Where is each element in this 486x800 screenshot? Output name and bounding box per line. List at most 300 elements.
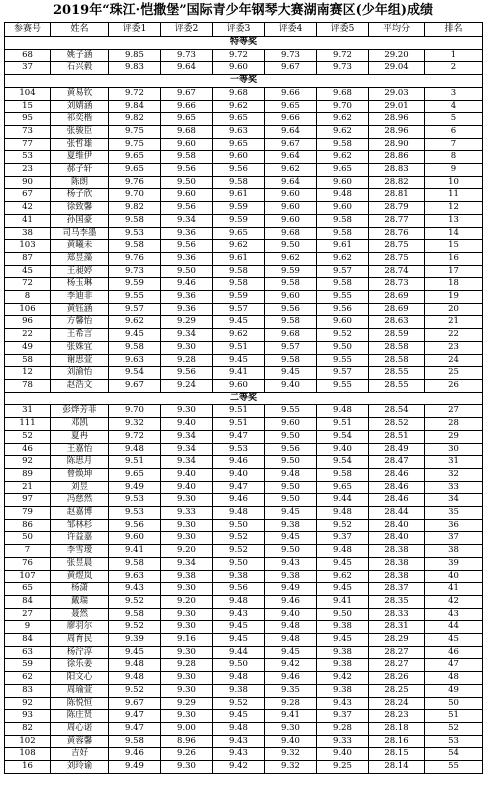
judge-2-score: 9.34 — [161, 456, 213, 469]
entry-number: 53 — [5, 151, 51, 164]
judge-5-score: 9.70 — [317, 100, 369, 113]
average-score: 28.69 — [369, 291, 425, 304]
average-score: 28.15 — [369, 748, 425, 761]
judge-2-score: 9.30 — [161, 672, 213, 685]
average-score: 28.63 — [369, 316, 425, 329]
judge-4-score: 9.42 — [265, 659, 317, 672]
rank: 55 — [425, 761, 483, 774]
judge-2-score: 9.65 — [161, 113, 213, 126]
entry-number: 68 — [5, 49, 51, 62]
judge-3-score: 9.43 — [213, 608, 265, 621]
judge-2-score: 9.40 — [161, 418, 213, 431]
rank: 18 — [425, 278, 483, 291]
average-score: 28.55 — [369, 379, 425, 392]
judge-5-score: 9.40 — [317, 748, 369, 761]
rank: 7 — [425, 138, 483, 151]
contestant-name: 黄蓉馨 — [51, 735, 109, 748]
header-average: 平均分 — [369, 23, 425, 37]
judge-4-score: 9.50 — [265, 240, 317, 253]
average-score: 28.82 — [369, 176, 425, 189]
judge-3-score: 9.51 — [213, 341, 265, 354]
entry-number: 46 — [5, 443, 51, 456]
average-score: 28.55 — [369, 367, 425, 380]
entry-number: 84 — [5, 634, 51, 647]
contestant-name: 姚子涵 — [51, 49, 109, 62]
table-row — [5, 341, 483, 354]
judge-2-score: 9.60 — [161, 189, 213, 202]
judge-3-score: 9.58 — [213, 265, 265, 278]
table-row — [5, 265, 483, 278]
judge-2-score: 9.30 — [161, 405, 213, 418]
judge-5-score: 9.43 — [317, 697, 369, 710]
rank: 12 — [425, 202, 483, 215]
judge-3-score: 9.60 — [213, 151, 265, 164]
judge-1-score: 9.43 — [109, 583, 161, 596]
judge-5-score: 9.60 — [317, 316, 369, 329]
judge-3-score: 9.53 — [213, 443, 265, 456]
judge-2-score: 9.34 — [161, 329, 213, 342]
judge-1-score: 9.73 — [109, 265, 161, 278]
contestant-name: 陈思月 — [51, 456, 109, 469]
judge-4-score: 9.48 — [265, 468, 317, 481]
judge-4-score: 9.73 — [265, 49, 317, 62]
judge-2-score: 9.29 — [161, 316, 213, 329]
judge-4-score: 9.68 — [265, 227, 317, 240]
contestant-name: 邓凯 — [51, 418, 109, 431]
table-row — [5, 405, 483, 418]
judge-4-score: 9.66 — [265, 113, 317, 126]
judge-3-score: 9.51 — [213, 418, 265, 431]
table-row — [5, 379, 483, 392]
contestant-name: 陈悦恒 — [51, 697, 109, 710]
judge-1-score: 9.75 — [109, 125, 161, 138]
entry-number: 9 — [5, 621, 51, 634]
contestant-name: 徐乐姜 — [51, 659, 109, 672]
judge-3-score: 9.65 — [213, 227, 265, 240]
contestant-name: 王昶婷 — [51, 265, 109, 278]
judge-3-score: 9.41 — [213, 367, 265, 380]
judge-3-score: 9.68 — [213, 87, 265, 100]
rank: 6 — [425, 125, 483, 138]
judge-2-score: 9.46 — [161, 278, 213, 291]
entry-number: 79 — [5, 507, 51, 520]
header-judge-3: 评委3 — [213, 23, 265, 37]
average-score: 28.27 — [369, 646, 425, 659]
judge-3-score: 9.62 — [213, 240, 265, 253]
table-row — [5, 202, 483, 215]
entry-number: 15 — [5, 100, 51, 113]
table-row — [5, 354, 483, 367]
judge-2-score: 9.56 — [161, 367, 213, 380]
judge-2-score: 9.16 — [161, 634, 213, 647]
judge-1-score: 9.62 — [109, 316, 161, 329]
average-score: 28.96 — [369, 113, 425, 126]
contestant-name: 张骏臣 — [51, 125, 109, 138]
judge-4-score: 9.60 — [265, 214, 317, 227]
average-score: 28.44 — [369, 507, 425, 520]
rank: 45 — [425, 634, 483, 647]
judge-5-score: 9.38 — [317, 659, 369, 672]
judge-2-score: 9.56 — [161, 240, 213, 253]
judge-5-score: 9.58 — [317, 468, 369, 481]
judge-5-score: 9.42 — [317, 672, 369, 685]
table-row — [5, 697, 483, 710]
contestant-name: 谢思萱 — [51, 354, 109, 367]
judge-1-score: 9.70 — [109, 189, 161, 202]
table-row — [5, 468, 483, 481]
judge-3-score: 9.50 — [213, 519, 265, 532]
table-row — [5, 595, 483, 608]
entry-number: 89 — [5, 468, 51, 481]
header-row — [5, 23, 483, 37]
average-score: 28.54 — [369, 405, 425, 418]
average-score: 28.26 — [369, 672, 425, 685]
entry-number: 73 — [5, 125, 51, 138]
judge-1-score: 9.45 — [109, 329, 161, 342]
judge-4-score: 9.50 — [265, 430, 317, 443]
average-score: 28.46 — [369, 468, 425, 481]
judge-1-score: 9.49 — [109, 481, 161, 494]
contestant-name: 张昱晨 — [51, 557, 109, 570]
table-row — [5, 494, 483, 507]
contestant-name: 夏维伊 — [51, 151, 109, 164]
rank: 34 — [425, 494, 483, 507]
judge-1-score: 9.65 — [109, 151, 161, 164]
contestant-name: 戴瑞 — [51, 595, 109, 608]
rank: 53 — [425, 735, 483, 748]
contestant-name: 刘渝怡 — [51, 367, 109, 380]
contestant-name: 廖羽尔 — [51, 621, 109, 634]
judge-5-score: 9.52 — [317, 519, 369, 532]
judge-2-score: 9.36 — [161, 303, 213, 316]
judge-4-score: 9.60 — [265, 202, 317, 215]
judge-5-score: 9.44 — [317, 494, 369, 507]
header-entry-number: 参赛号 — [5, 23, 51, 37]
judge-4-score: 9.64 — [265, 125, 317, 138]
judge-2-score: 9.64 — [161, 62, 213, 75]
rank: 17 — [425, 265, 483, 278]
rank: 47 — [425, 659, 483, 672]
judge-4-score: 9.56 — [265, 443, 317, 456]
entry-number: 96 — [5, 316, 51, 329]
table-row — [5, 62, 483, 75]
judge-1-score: 9.85 — [109, 49, 161, 62]
judge-3-score: 9.58 — [213, 176, 265, 189]
judge-3-score: 9.47 — [213, 430, 265, 443]
table-row — [5, 545, 483, 558]
judge-2-score: 9.73 — [161, 49, 213, 62]
contestant-name: 周瑜萱 — [51, 684, 109, 697]
rank: 4 — [425, 100, 483, 113]
contestant-name: 司马李墨 — [51, 227, 109, 240]
judge-3-score: 9.45 — [213, 316, 265, 329]
average-score: 28.86 — [369, 151, 425, 164]
entry-number: 92 — [5, 456, 51, 469]
judge-1-score: 9.58 — [109, 341, 161, 354]
contestant-name: 邹林杉 — [51, 519, 109, 532]
judge-3-score: 9.56 — [213, 583, 265, 596]
average-score: 28.40 — [369, 532, 425, 545]
judge-5-score: 9.50 — [317, 341, 369, 354]
judge-1-score: 9.58 — [109, 240, 161, 253]
judge-4-score: 9.59 — [265, 265, 317, 278]
judge-2-score: 9.33 — [161, 507, 213, 520]
table-row — [5, 722, 483, 735]
rank: 10 — [425, 176, 483, 189]
contestant-name: 黄曦未 — [51, 240, 109, 253]
entry-number: 7 — [5, 545, 51, 558]
rank: 24 — [425, 354, 483, 367]
judge-2-score: 9.36 — [161, 291, 213, 304]
judge-1-score: 9.54 — [109, 367, 161, 380]
entry-number: 16 — [5, 761, 51, 774]
judge-1-score: 9.48 — [109, 659, 161, 672]
contestant-name: 杨子欣 — [51, 189, 109, 202]
judge-2-score: 9.34 — [161, 443, 213, 456]
contestant-name: 祁奕楷 — [51, 113, 109, 126]
table-row — [5, 164, 483, 177]
judge-2-score: 9.36 — [161, 227, 213, 240]
judge-2-score: 9.30 — [161, 761, 213, 774]
judge-4-score: 9.58 — [265, 354, 317, 367]
rank: 52 — [425, 722, 483, 735]
judge-2-score: 9.50 — [161, 265, 213, 278]
judge-3-score: 9.62 — [213, 329, 265, 342]
rank: 40 — [425, 570, 483, 583]
judge-3-score: 9.60 — [213, 62, 265, 75]
judge-4-score: 9.40 — [265, 379, 317, 392]
judge-2-score: 9.24 — [161, 379, 213, 392]
judge-5-score: 9.56 — [317, 303, 369, 316]
entry-number: 93 — [5, 710, 51, 723]
entry-number: 58 — [5, 354, 51, 367]
judge-3-score: 9.43 — [213, 748, 265, 761]
judge-2-score: 9.20 — [161, 595, 213, 608]
judge-1-score: 9.47 — [109, 722, 161, 735]
judge-1-score: 9.63 — [109, 354, 161, 367]
entry-number: 38 — [5, 227, 51, 240]
judge-3-score: 9.51 — [213, 405, 265, 418]
judge-3-score: 9.42 — [213, 761, 265, 774]
average-score: 28.81 — [369, 189, 425, 202]
section-row — [5, 37, 483, 50]
entry-number: 22 — [5, 329, 51, 342]
judge-5-score: 9.54 — [317, 430, 369, 443]
entry-number: 63 — [5, 646, 51, 659]
judge-2-score: 9.30 — [161, 532, 213, 545]
judge-2-score: 9.60 — [161, 138, 213, 151]
rank: 23 — [425, 341, 483, 354]
rank: 3 — [425, 87, 483, 100]
table-row — [5, 570, 483, 583]
judge-2-score: 9.29 — [161, 697, 213, 710]
entry-number: 107 — [5, 570, 51, 583]
contestant-name: 石兴毅 — [51, 62, 109, 75]
judge-3-score: 9.38 — [213, 570, 265, 583]
entry-number: 67 — [5, 189, 51, 202]
table-row — [5, 113, 483, 126]
table-row — [5, 252, 483, 265]
judge-2-score: 9.50 — [161, 176, 213, 189]
table-row — [5, 227, 483, 240]
judge-2-score: 9.56 — [161, 164, 213, 177]
contestant-name: 夏冉 — [51, 430, 109, 443]
average-score: 28.14 — [369, 761, 425, 774]
table-row — [5, 278, 483, 291]
rank: 32 — [425, 468, 483, 481]
rank: 19 — [425, 291, 483, 304]
judge-4-score: 9.68 — [265, 329, 317, 342]
judge-3-score: 9.50 — [213, 557, 265, 570]
table-row — [5, 303, 483, 316]
average-score: 28.58 — [369, 341, 425, 354]
contestant-name: 陈朗 — [51, 176, 109, 189]
table-row — [5, 583, 483, 596]
table-row — [5, 710, 483, 723]
judge-5-score: 9.51 — [317, 418, 369, 431]
judge-4-score: 9.60 — [265, 189, 317, 202]
judge-3-score: 9.56 — [213, 164, 265, 177]
table-row — [5, 443, 483, 456]
table-row — [5, 519, 483, 532]
average-score: 28.29 — [369, 634, 425, 647]
rank: 48 — [425, 672, 483, 685]
table-row — [5, 418, 483, 431]
judge-3-score: 9.72 — [213, 49, 265, 62]
table-header — [5, 23, 483, 37]
table-row — [5, 87, 483, 100]
contestant-name: 阳文心 — [51, 672, 109, 685]
judge-2-score: 9.20 — [161, 545, 213, 558]
judge-1-score: 9.63 — [109, 570, 161, 583]
judge-1-score: 9.72 — [109, 430, 161, 443]
rank: 11 — [425, 189, 483, 202]
average-score: 28.73 — [369, 278, 425, 291]
average-score: 28.74 — [369, 265, 425, 278]
judge-2-score: 9.30 — [161, 583, 213, 596]
rank: 33 — [425, 481, 483, 494]
judge-4-score: 9.50 — [265, 481, 317, 494]
judge-1-score: 9.39 — [109, 634, 161, 647]
header-rank: 排名 — [425, 23, 483, 37]
judge-4-score: 9.40 — [265, 608, 317, 621]
judge-3-score: 9.45 — [213, 354, 265, 367]
judge-4-score: 9.66 — [265, 87, 317, 100]
judge-4-score: 9.45 — [265, 532, 317, 545]
average-score: 28.52 — [369, 418, 425, 431]
table-row — [5, 748, 483, 761]
judge-5-score: 9.41 — [317, 595, 369, 608]
judge-4-score: 9.45 — [265, 367, 317, 380]
contestant-name: 杨玉琳 — [51, 278, 109, 291]
rank: 35 — [425, 507, 483, 520]
contestant-name: 聂然 — [51, 608, 109, 621]
average-score: 28.27 — [369, 659, 425, 672]
judge-2-score: 9.30 — [161, 341, 213, 354]
judge-5-score: 9.37 — [317, 532, 369, 545]
judge-2-score: 9.56 — [161, 202, 213, 215]
judge-2-score: 9.30 — [161, 684, 213, 697]
contestant-name: 黄煜岚 — [51, 570, 109, 583]
entry-number: 52 — [5, 430, 51, 443]
judge-2-score: 9.38 — [161, 570, 213, 583]
judge-4-score: 9.60 — [265, 418, 317, 431]
rank: 9 — [425, 164, 483, 177]
judge-5-score: 9.72 — [317, 49, 369, 62]
table-row — [5, 329, 483, 342]
judge-1-score: 9.67 — [109, 379, 161, 392]
table-row — [5, 49, 483, 62]
judge-4-score: 9.67 — [265, 138, 317, 151]
judge-3-score: 9.61 — [213, 252, 265, 265]
rank: 30 — [425, 443, 483, 456]
judge-5-score: 9.65 — [317, 164, 369, 177]
judge-1-score: 9.58 — [109, 735, 161, 748]
table-row — [5, 240, 483, 253]
table-row — [5, 621, 483, 634]
rank: 5 — [425, 113, 483, 126]
judge-1-score: 9.53 — [109, 227, 161, 240]
average-score: 28.35 — [369, 595, 425, 608]
contestant-name: 周育民 — [51, 634, 109, 647]
table-row — [5, 456, 483, 469]
judge-4-score: 9.64 — [265, 176, 317, 189]
judge-2-score: 9.26 — [161, 748, 213, 761]
table-row — [5, 761, 483, 774]
table-row — [5, 735, 483, 748]
rank: 13 — [425, 214, 483, 227]
entry-number: 59 — [5, 659, 51, 672]
rank: 41 — [425, 583, 483, 596]
entry-number: 108 — [5, 748, 51, 761]
rank: 39 — [425, 557, 483, 570]
judge-1-score: 9.83 — [109, 62, 161, 75]
judge-5-score: 9.25 — [317, 761, 369, 774]
contestant-name: 黄钰涵 — [51, 303, 109, 316]
rank: 1 — [425, 49, 483, 62]
header-judge-2: 评委2 — [161, 23, 213, 37]
average-score: 28.38 — [369, 557, 425, 570]
judge-4-score: 9.58 — [265, 316, 317, 329]
judge-2-score: 9.34 — [161, 430, 213, 443]
rank: 31 — [425, 456, 483, 469]
header-name: 姓名 — [51, 23, 109, 37]
section-row — [5, 75, 483, 88]
judge-1-score: 9.53 — [109, 494, 161, 507]
average-score: 28.83 — [369, 164, 425, 177]
contestant-name: 赵浩文 — [51, 379, 109, 392]
table-body — [5, 37, 483, 774]
judge-4-score: 9.38 — [265, 570, 317, 583]
table-row — [5, 176, 483, 189]
judge-4-score: 9.50 — [265, 545, 317, 558]
header-judge-1: 评委1 — [109, 23, 161, 37]
judge-5-score: 9.57 — [317, 367, 369, 380]
judge-2-score: 9.40 — [161, 481, 213, 494]
judge-5-score: 9.65 — [317, 481, 369, 494]
judge-2-score: 9.67 — [161, 87, 213, 100]
judge-2-score: 9.58 — [161, 151, 213, 164]
rank: 54 — [425, 748, 483, 761]
entry-number: 27 — [5, 608, 51, 621]
table-row — [5, 214, 483, 227]
table-row — [5, 507, 483, 520]
table-row — [5, 189, 483, 202]
entry-number: 42 — [5, 202, 51, 215]
average-score: 28.77 — [369, 214, 425, 227]
judge-3-score: 9.65 — [213, 138, 265, 151]
contestant-name: 张哲雄 — [51, 138, 109, 151]
